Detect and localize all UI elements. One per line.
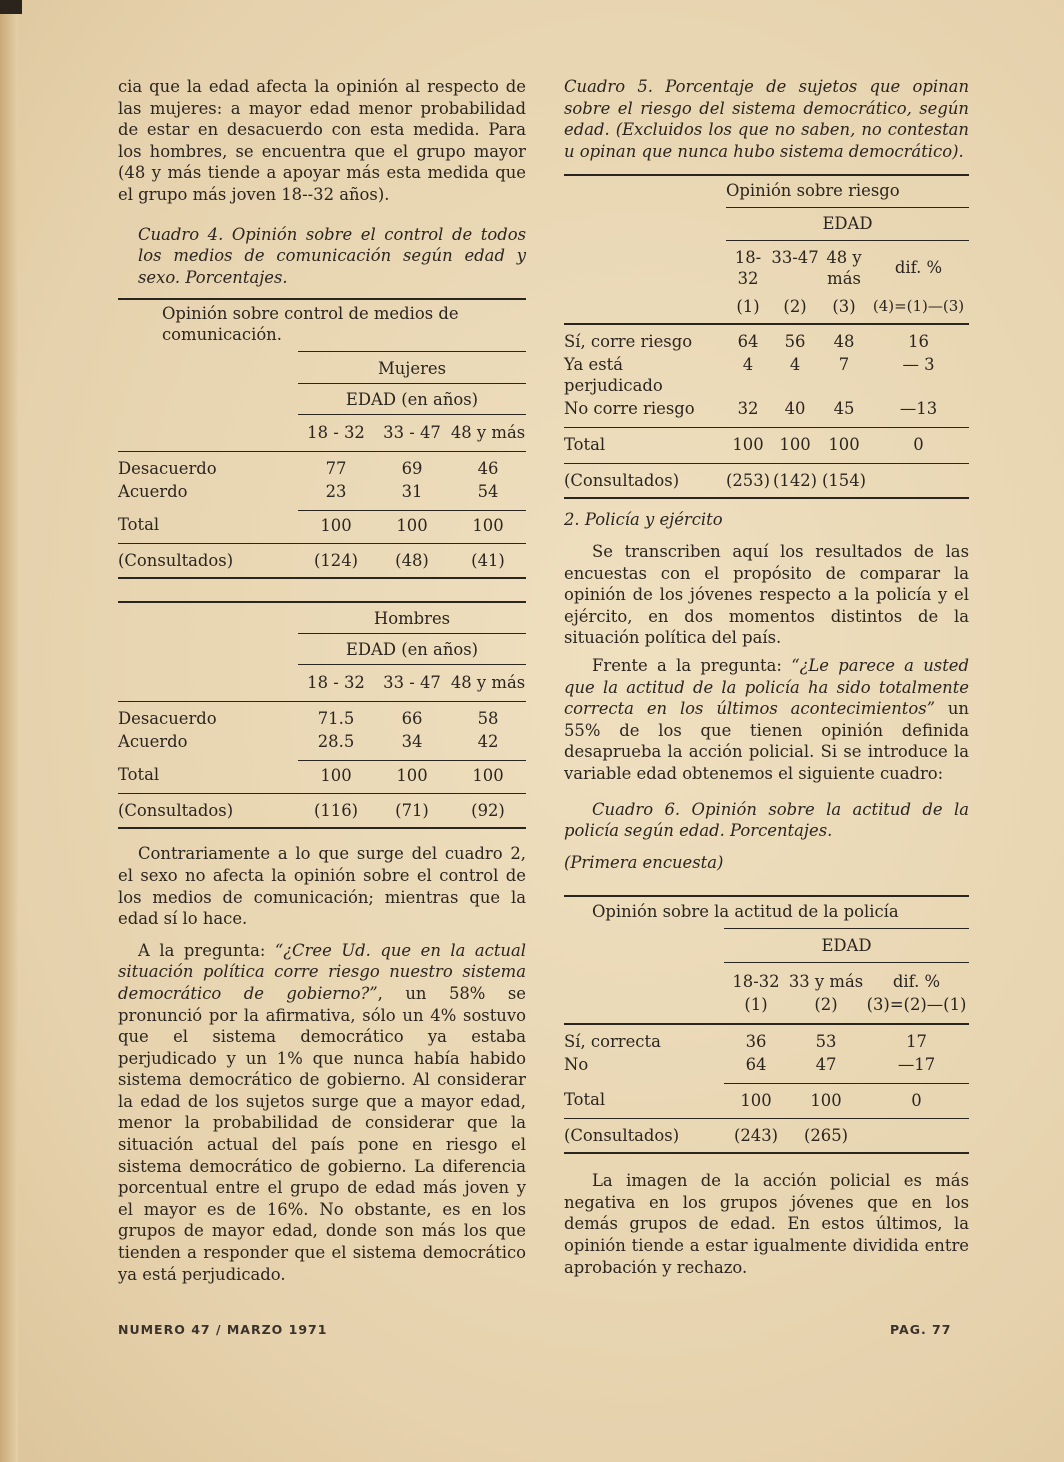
row-label: No <box>564 1055 589 1075</box>
mujeres-edad-header: EDAD (en años) <box>298 384 526 415</box>
row-label: Acuerdo <box>118 482 188 502</box>
cell: (243) <box>724 1119 788 1154</box>
cell: 17 <box>864 1024 969 1053</box>
cell: (253) <box>726 464 770 499</box>
col-header: dif. % <box>864 963 969 994</box>
left-paragraph-2: Contrariamente a lo que surge del cuadro 2, el sexo no afecta la opinión sobre el control de los medios de comunicación; mientras que la edad sí lo hace. <box>118 844 526 929</box>
cell: 100 <box>374 510 450 544</box>
row-label: Desacuerdo <box>118 702 298 731</box>
cell: (142) <box>770 464 820 499</box>
text-span: A la pregunta: <box>138 940 275 960</box>
cell: 48 <box>820 324 868 353</box>
cell: 45 <box>833 399 855 419</box>
page-edge <box>0 0 18 1462</box>
cell: (41) <box>450 544 526 579</box>
col-header: 48 y más <box>450 665 526 702</box>
cell: 66 <box>374 702 450 731</box>
table-row <box>118 480 526 510</box>
cell: 100 <box>450 760 526 794</box>
col-header: 18-32 <box>724 963 788 994</box>
cell: (265) <box>788 1119 864 1154</box>
col-header: 48 y más <box>450 415 526 452</box>
table-6-title: Opinión sobre la actitud de la policía <box>592 902 899 922</box>
table-6 <box>564 897 969 1154</box>
hombres-edad-header: EDAD (en años) <box>298 634 526 665</box>
table-row-consultados <box>564 464 969 499</box>
table-5-title: Opinión sobre riesgo <box>725 181 900 201</box>
cell: (124) <box>298 544 374 579</box>
table-row <box>118 452 526 481</box>
left-paragraph-3 <box>118 940 526 1286</box>
col-header: 18 - 32 <box>298 415 374 452</box>
table-row <box>564 397 969 428</box>
cell: 77 <box>298 452 374 481</box>
cell: 64 <box>745 1055 767 1075</box>
row-label: Total <box>118 515 160 535</box>
mujeres-group-header: Mujeres <box>298 352 526 384</box>
col-index: (4)=(1)—(3) <box>872 297 965 316</box>
row-label: Sí, corre riesgo <box>564 324 726 353</box>
question-text: “¿Le parece a usted que la actitud de la policía ha sido totalmente correcta en los últimos acontecimientos” <box>564 655 969 719</box>
cell: 46 <box>450 452 526 481</box>
table-6-group-header: EDAD <box>724 929 969 963</box>
text-span: , un 58% se pronunció por la afirmativa, sólo un 4% sostuvo que el sistema democrático ya estaba perjudicado y un 1% que nunca había habido sistema democrático de gobierno. Al considerar la edad de los sujetos surge que a mayor edad, menor la probabilidad de considerar que la situación actual del país pone en riesgo el sistema democrático de gobierno. La diferencia porcentual entre el grupo de edad más joven y el mayor es de 16%. No obstante, es en los grupos de mayor edad, donde son más los que tienden a responder que el sistema democrático ya está perjudicado. <box>118 983 526 1284</box>
row-label: (Consultados) <box>564 1119 724 1154</box>
cell: 100 <box>298 760 374 794</box>
footer-page-number: PAG. 77 <box>890 1322 952 1337</box>
col-header: 18 - 32 <box>298 665 374 702</box>
cell: 16 <box>868 324 969 353</box>
table-row <box>564 1053 969 1083</box>
question-text: “¿Cree Ud. que en la actual situación política corre riesgo nuestro sistema democrático de gobierno?” <box>118 940 527 1003</box>
text-span: Frente a la pregunta: <box>592 655 792 675</box>
right-paragraph-3: La imagen de la acción policial es más negativa en los grupos jóvenes que en los demás grupos de edad. En estos últimos, la opinión tiende a estar igualmente dividida entre aprobación y rechazo. <box>564 1171 969 1277</box>
cell <box>868 464 969 499</box>
cell: 54 <box>477 482 499 502</box>
table-row <box>118 730 526 760</box>
col-index: (1) <box>744 995 768 1015</box>
table-row-consultados <box>118 794 526 829</box>
cell: 36 <box>724 1024 788 1053</box>
cell: 31 <box>401 482 423 502</box>
col-index: (3)=(2)—(1) <box>866 995 967 1015</box>
row-label: (Consultados) <box>564 464 726 499</box>
cell: —17 <box>897 1055 936 1075</box>
table-4-top-rule <box>118 298 526 300</box>
col-index: (1) <box>736 297 760 317</box>
col-index: (2) <box>783 297 807 317</box>
table-4-mujeres <box>118 351 526 579</box>
row-label: Desacuerdo <box>118 452 298 481</box>
table-4-hombres <box>118 603 526 829</box>
col-header: 33-47 <box>770 241 820 291</box>
cell: 28.5 <box>317 732 355 752</box>
cuadro-5-caption: Cuadro 5. Porcentaje de sujetos que opinan sobre el riesgo del sistema democrático, según edad. (Excluidos los que no saben, no contestan u opinan que nunca hubo sistema democrático). <box>564 77 969 161</box>
cell: 53 <box>788 1024 864 1053</box>
table-row-total <box>564 1083 969 1119</box>
cell: 100 <box>726 428 770 464</box>
table-row <box>564 353 969 397</box>
col-index: (2) <box>814 995 838 1015</box>
cell: 100 <box>724 1083 788 1119</box>
row-label: Ya está perjudicado <box>564 355 663 396</box>
cell: (48) <box>374 544 450 579</box>
row-label: Total <box>118 765 160 785</box>
table-5-group-header: EDAD <box>726 208 969 241</box>
row-label: (Consultados) <box>118 794 298 829</box>
cell: 100 <box>374 760 450 794</box>
cell: 69 <box>374 452 450 481</box>
cell: 42 <box>477 732 499 752</box>
table-row-total <box>118 510 526 544</box>
row-label: Total <box>564 428 726 464</box>
col-header: 33 - 47 <box>374 665 450 702</box>
table-row-consultados <box>118 544 526 579</box>
left-column <box>118 76 526 1285</box>
row-label: Total <box>564 1090 606 1110</box>
col-header: 33 y más <box>788 963 864 994</box>
encuesta-label: (Primera encuesta) <box>564 852 724 872</box>
row-label: No corre riesgo <box>564 399 695 419</box>
right-column <box>564 76 969 1278</box>
cell: —13 <box>899 399 938 419</box>
cell: 40 <box>784 399 806 419</box>
cell: (154) <box>820 464 868 499</box>
table-row-total <box>564 428 969 464</box>
table-row <box>118 702 526 731</box>
cell: 64 <box>726 324 770 353</box>
cell: (71) <box>374 794 450 829</box>
cell: 23 <box>325 482 347 502</box>
cell: 58 <box>450 702 526 731</box>
cell <box>864 1119 969 1154</box>
cell: 7 <box>838 355 850 375</box>
cell: 100 <box>770 428 820 464</box>
cell: — 3 <box>902 355 935 375</box>
cell: 4 <box>742 355 754 375</box>
table-5 <box>564 176 969 499</box>
cell: (92) <box>450 794 526 829</box>
cell: 47 <box>815 1055 837 1075</box>
cell: 0 <box>868 428 969 464</box>
cuadro-4-caption: Cuadro 4. Opinión sobre el control de todos los medios de comunicación según edad y sexo. Porcentajes. <box>138 224 526 287</box>
cuadro-6-caption: Cuadro 6. Opinión sobre la actitud de la policía según edad. Porcentajes. <box>564 799 969 841</box>
cell: 32 <box>737 399 759 419</box>
col-header: dif. % <box>868 241 969 291</box>
col-header: 33 - 47 <box>374 415 450 452</box>
table-4-title <box>118 303 526 345</box>
cell: 56 <box>770 324 820 353</box>
table-row-total <box>118 760 526 794</box>
text-span: un 55% de los que tienen opinión definida desaprueba la acción policial. Si se introduce la variable edad obtenemos el siguiente cuadro: <box>564 699 969 783</box>
footer-issue: NUMERO 47 / MARZO 1971 <box>118 1322 328 1337</box>
left-paragraph-1: cia que la edad afecta la opinión al respecto de las mujeres: a mayor edad menor probabilidad de estar en desacuerdo con esta medida. Para los hombres, se encuentra que el grupo mayor (48 y más tiende a apoyar más esta medida que el grupo más joven 18--32 años). <box>118 77 526 204</box>
page-corner <box>0 0 22 14</box>
hombres-group-header: Hombres <box>373 609 451 629</box>
col-header: 48 y más <box>820 241 868 291</box>
cell: 100 <box>788 1083 864 1119</box>
cell: 4 <box>789 355 801 375</box>
row-label: Sí, correcta <box>564 1024 724 1053</box>
row-label: Acuerdo <box>118 732 188 752</box>
table-row <box>564 324 969 353</box>
table-row <box>564 1024 969 1053</box>
row-label: (Consultados) <box>118 544 298 579</box>
table-4-title-text: Opinión sobre control de medios de comunicación. <box>162 304 459 345</box>
col-index: (3) <box>832 297 856 317</box>
right-paragraph-2 <box>564 655 969 785</box>
cell: 71.5 <box>298 702 374 731</box>
col-header: 18-32 <box>726 241 770 291</box>
cell: (116) <box>298 794 374 829</box>
cell: 100 <box>298 510 374 544</box>
cell: 34 <box>401 732 423 752</box>
right-paragraph-1: Se transcriben aquí los resultados de las encuestas con el propósito de comparar la opinión de los jóvenes respecto a la policía y el ejército, en dos momentos distintos de la situación política del país. <box>564 541 969 648</box>
section-heading: 2. Policía y ejército <box>564 510 723 530</box>
cell: 100 <box>450 510 526 544</box>
cell: 0 <box>864 1083 969 1119</box>
cell: 100 <box>820 428 868 464</box>
table-row-consultados <box>564 1119 969 1154</box>
